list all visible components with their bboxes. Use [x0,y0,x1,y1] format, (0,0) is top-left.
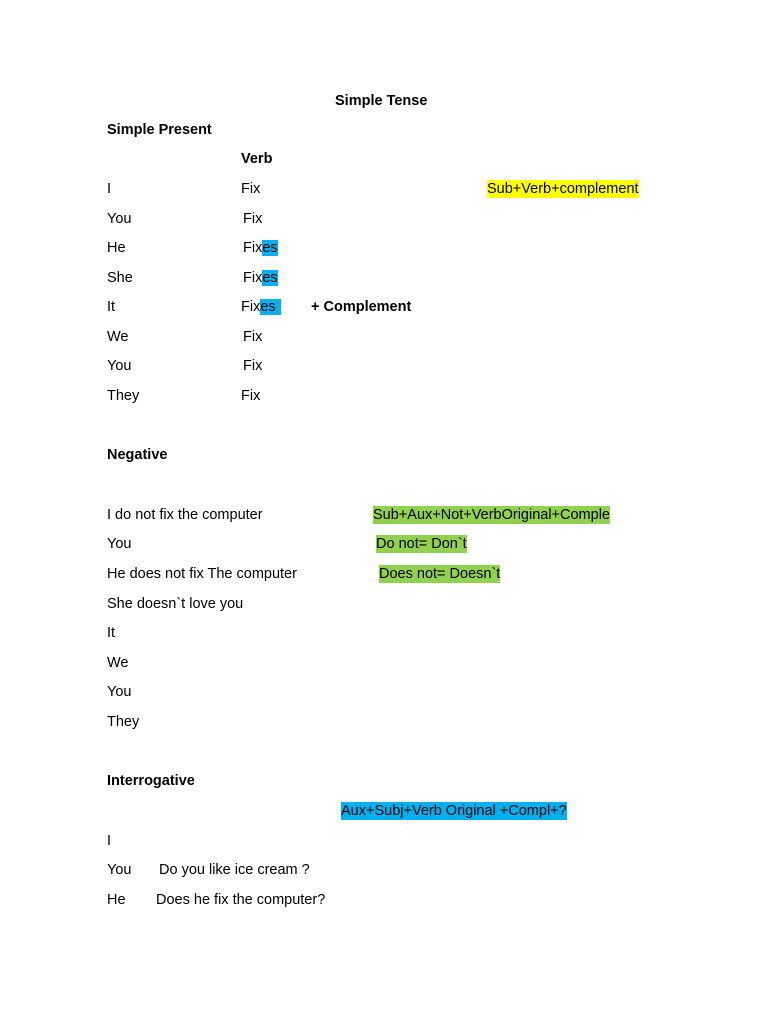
negative-line: She doesn`t love you [107,596,244,612]
present-subject-she: She [107,270,133,286]
verb-base: Fix [243,329,263,345]
verb-suffix-highlight: es [262,270,278,286]
negative-line: You [107,536,132,552]
interrogative-subject-you: You [107,862,132,878]
present-subject-he: He [107,240,126,256]
present-verb-she [243,269,278,287]
negative-heading: Negative [107,447,168,463]
present-verb-we [243,328,262,346]
present-verb-i [241,180,260,198]
present-formula: Sub+Verb+complement [487,181,639,197]
verb-base: Fix [243,211,263,227]
contraction-doesnt: Does not= Doesn`t [379,566,501,582]
present-verb-he [243,239,278,257]
interrogative-formula: Aux+Subj+Verb Original +Compl+? [341,803,567,819]
interrogative-heading: Interrogative [107,773,195,789]
verb-base: Fix [241,181,261,197]
present-subject-we: We [107,329,129,345]
present-subject-it: It [107,299,116,315]
present-verb-they [241,387,260,405]
negative-line: I do not fix the computer [107,507,263,523]
verb-base: Fix [241,299,261,315]
verb-column-header: Verb [241,151,273,167]
interrogative-example-you: Do you like ice cream ? [159,862,310,878]
negative-formula: Sub+Aux+Not+VerbOriginal+Comple [373,507,610,523]
present-subject-they: They [107,388,140,404]
document-title: Simple Tense [335,93,428,109]
verb-suffix-highlight: es [260,299,280,315]
present-subject-i: I [107,181,112,197]
verb-base: Fix [243,358,263,374]
verb-base: Fix [241,388,261,404]
verb-suffix-highlight: es [262,240,278,256]
negative-line: We [107,655,129,671]
present-verb-you-plural [243,357,262,375]
interrogative-subject-he: He [107,892,126,908]
simple-present-heading: Simple Present [107,122,212,138]
complement-label: + Complement [311,299,412,315]
present-verb-you [243,210,262,228]
interrogative-example-he: Does he fix the computer? [156,892,326,908]
verb-base: Fix [243,240,263,256]
negative-line: You [107,684,132,700]
negative-line: He does not fix The computer [107,566,297,582]
present-subject-you: You [107,211,132,227]
negative-line: They [107,714,140,730]
contraction-dont: Do not= Don`t [376,536,467,552]
verb-base: Fix [243,270,263,286]
present-subject-you-plural: You [107,358,132,374]
interrogative-subject-i: I [107,833,112,849]
present-verb-it [241,298,281,316]
negative-line: It [107,625,116,641]
